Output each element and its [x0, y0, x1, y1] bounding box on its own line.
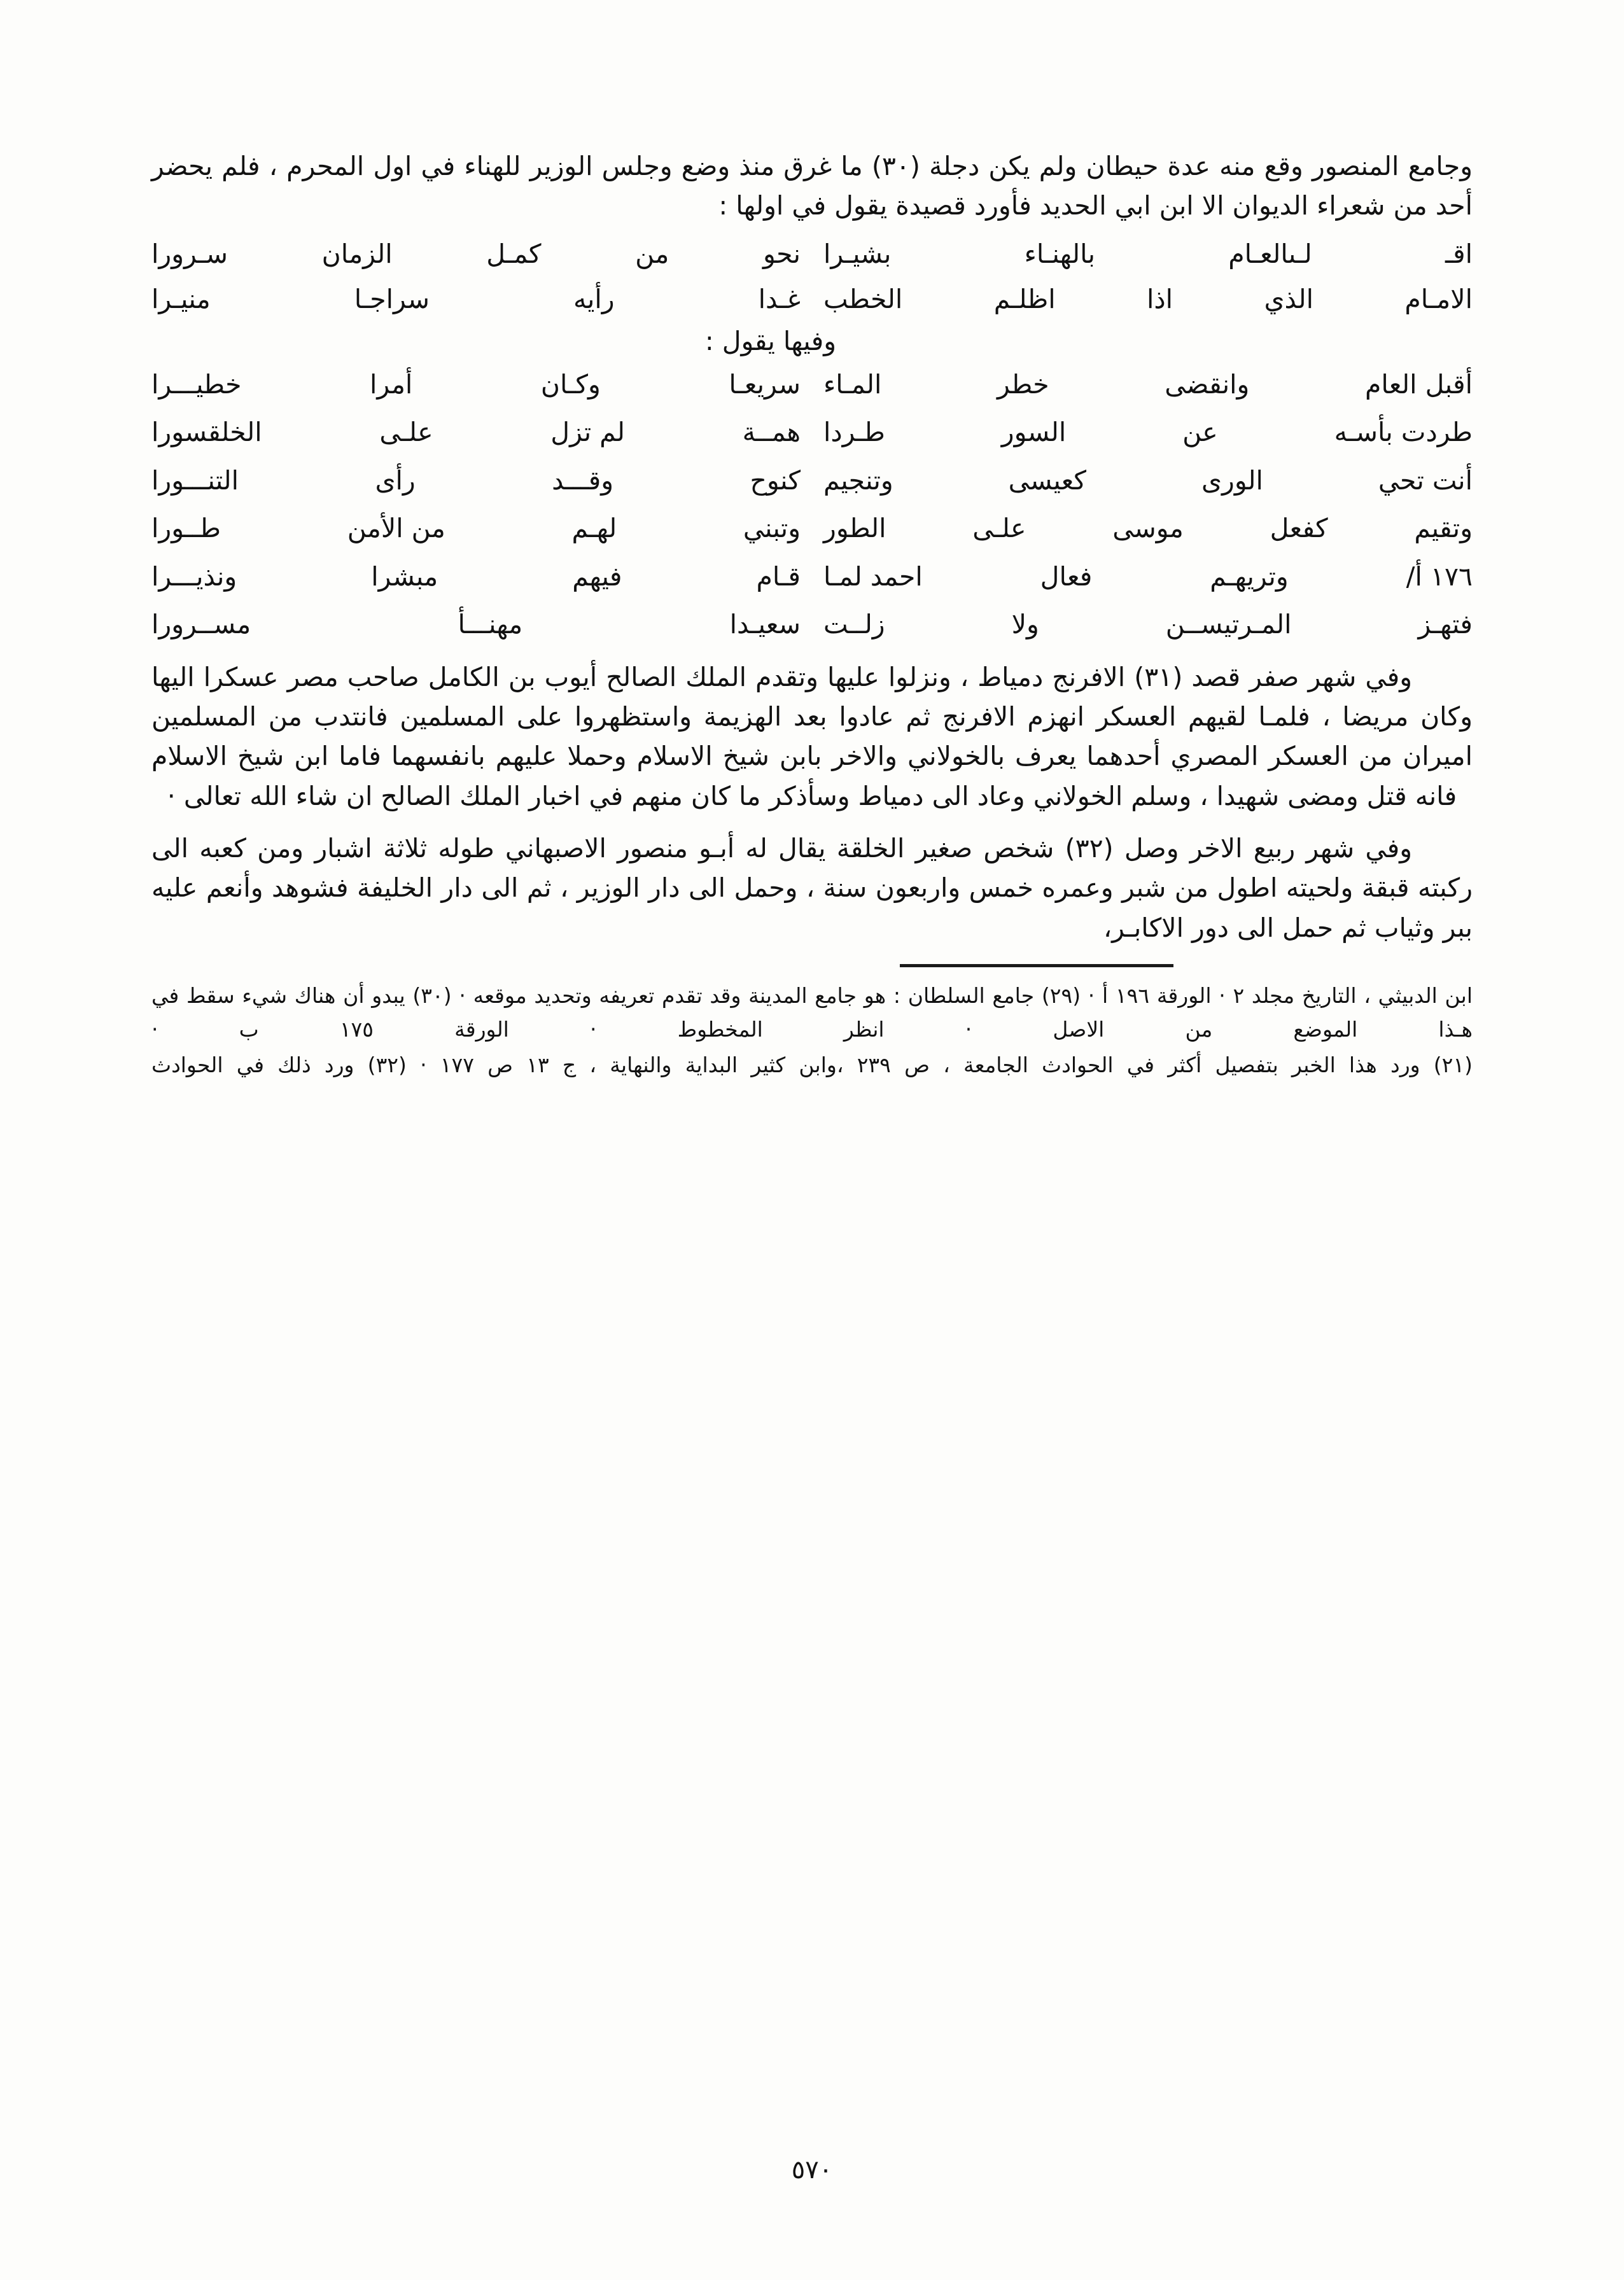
verse-word: سـرورا — [151, 238, 228, 269]
verse-word: لـىالعـام — [1228, 238, 1312, 269]
verse-word: كعيسى — [1008, 465, 1087, 496]
poem-section-label: وفيها يقول : — [704, 325, 837, 356]
verse-line — [151, 280, 1473, 319]
verse-word: رأيه — [573, 284, 615, 315]
hemistich-a — [812, 235, 1473, 274]
poem-second — [151, 365, 1473, 645]
verse-word: الامـام — [1404, 284, 1473, 315]
verse-word: وكـان — [540, 368, 601, 400]
verse-word: مســرورا — [151, 609, 251, 640]
verse-word: الطور — [823, 513, 886, 544]
verse-word: الخطب — [823, 284, 903, 315]
verse-word: من — [635, 238, 669, 269]
verse-word: سعيـدا — [729, 609, 801, 640]
verse-line — [151, 461, 1473, 501]
verse-word: همــة — [742, 417, 801, 448]
folio-marker: ١٧٦ أ/ — [1406, 561, 1473, 592]
footnotes-section — [151, 979, 1473, 1082]
hemistich-a — [812, 509, 1473, 549]
verse-word: كمـل — [486, 238, 542, 269]
verse-word: لم تزل — [550, 417, 625, 448]
verse-word: غـدا — [758, 284, 801, 315]
footnote-separator — [900, 964, 1173, 967]
verse-word: أمرا — [369, 368, 413, 400]
verse-word: ونذيـــرا — [151, 561, 237, 592]
verse-word: سريعـا — [729, 368, 801, 400]
verse-word: علـى — [379, 417, 433, 448]
page-content — [151, 146, 1473, 2204]
verse-word: مبشرا — [371, 561, 438, 592]
verse-word: المـاء — [823, 368, 882, 400]
verse-line — [151, 365, 1473, 405]
verse-word: لهـم — [571, 513, 617, 544]
verse-word: طردت بأسـه — [1334, 417, 1473, 448]
verse-word: وتنجيم — [823, 465, 893, 496]
verse-word: الخلقسورا — [151, 417, 262, 448]
verse-word: عن — [1182, 417, 1218, 448]
page-number: ٥٧٠ — [791, 2155, 833, 2185]
verse-word: وانقضى — [1165, 368, 1250, 400]
hemistich-a — [812, 557, 1473, 597]
verse-word: أنت تحي — [1378, 465, 1473, 496]
verse-word: منيـرا — [151, 284, 211, 315]
verse-word: فعال — [1040, 561, 1093, 592]
verse-word: وقـــد — [552, 465, 614, 496]
hemistich-b — [151, 461, 812, 501]
hemistich-a — [812, 461, 1473, 501]
verse-word: الزمان — [321, 238, 393, 269]
verse-word: وتريهـم — [1210, 561, 1289, 592]
verse-word: خطيـــرا — [151, 368, 242, 400]
verse-line — [151, 413, 1473, 452]
verse-line — [151, 557, 1473, 597]
paragraph-intro: وجامع المنصور وقع منه عدة حيطان ولم يكن دجلة (٣٠) ما غرق منذ وضع وجلس الوزير للهناء في اول المحرم ، فلم يحضر أحد من شعراء الديوان الا ابن ابي الحديد فأورد قصيدة يقول في اولها : — [151, 151, 1473, 221]
verse-line — [151, 605, 1473, 645]
verse-word: التنـــورا — [151, 465, 239, 496]
hemistich-a — [812, 280, 1473, 319]
verse-word: المـرتيســن — [1165, 609, 1292, 640]
verse-word: رأى — [375, 465, 416, 496]
verse-word: مهنـــأ — [458, 609, 523, 640]
footnote-item: ابن الدبيثي ، التاريخ مجلد ٢ · الورقة ١٩٦ أ · (٢٩) جامع السلطان : هو جامع المدينة وقد تقدم تعريفه وتحديد موقعه · (٣٠) يبدو أن هناك شيء سقط في هـذا الموضع من الاصل · انظر المخطوط · الورقة ١٧٥ ب · — [151, 983, 1473, 1042]
paragraph-abu-mansur: وفي شهر ربيع الاخر وصل (٣٢) شخص صغير الخلقة يقال له أبـو منصور الاصبهاني طوله ثلاثة اشبار ومن كعبه الى ركبته قبقة ولحيته اطول من شبر وعمره خمس واربعون سنة ، وحمل الى دار الوزير ، ثم الى دار الخليفة فشوهد وأنعم عليه ببر وثياب ثم حمل الى دور الاكابـر، — [151, 832, 1473, 943]
verse-word: الورى — [1201, 465, 1263, 496]
hemistich-b — [151, 413, 812, 452]
verse-word: السور — [1001, 417, 1067, 448]
verse-word: كفعل — [1270, 513, 1328, 544]
verse-word: طــورا — [151, 513, 221, 544]
hemistich-b — [151, 365, 812, 405]
verse-line — [151, 235, 1473, 274]
verse-word: فتهـز — [1418, 609, 1473, 640]
hemistich-b — [151, 557, 812, 597]
verse-word: وتبني — [743, 513, 801, 544]
verse-word: أقبل العام — [1365, 368, 1473, 400]
hemistich-b — [151, 280, 812, 319]
verse-word: خطر — [997, 368, 1049, 400]
verse-word: اظلـم — [993, 284, 1056, 315]
verse-word: زلــت — [823, 609, 885, 640]
hemistich-b — [151, 235, 812, 274]
hemistich-a — [812, 413, 1473, 452]
verse-word: وتقيم — [1414, 513, 1473, 544]
poem-first — [151, 235, 1473, 319]
verse-word: كنوح — [750, 465, 801, 496]
verse-word: طـردا — [823, 417, 885, 448]
verse-word: سراجـا — [354, 284, 430, 315]
verse-word: فيهم — [572, 561, 622, 592]
paragraph-dimyat: وفي شهر صفر قصد (٣١) الافرنج دمياط ، ونزلوا عليها وتقدم الملك الصالح أيوب بن الكامل صاحب مصر عسكرا اليها وكان مريضا ، فلمـا لقيهم العسكر انهزم الافرنج ثم عادوا بعد الهزيمة واستظهروا على المسلمين فانتدب من المسلمين اميران من العسكر المصري أحدهما يعرف بالخولاني والاخر بابن شيخ الاسلام وحملا عليهم بانفسهما فاما ابن شيخ الاسلام فانه قتل ومضى شهيدا ، وسلم الخولاني وعاد الى دمياط وسأذكر ما كان منهم في اخبار الملك الصالح ان شاء الله تعالى · — [151, 661, 1473, 811]
verse-word: موسى — [1112, 513, 1184, 544]
verse-word: نحو — [762, 238, 801, 269]
verse-word: علـى — [972, 513, 1026, 544]
verse-word: قـام — [756, 561, 801, 592]
hemistich-b — [151, 509, 812, 549]
hemistich-a — [812, 605, 1473, 645]
verse-word: بشيـرا — [823, 238, 892, 269]
verse-line — [151, 509, 1473, 549]
verse-word: اذا — [1147, 284, 1173, 315]
verse-word: اقـ — [1445, 238, 1473, 269]
verse-word: ولا — [1011, 609, 1039, 640]
verse-word: بالهنـاء — [1024, 238, 1096, 269]
verse-word: الذي — [1264, 284, 1313, 315]
footnote-item: (٢١) ورد هذا الخبر بتفصيل أكثر في الحوادث الجامعة ، ص ٢٣٩ ،وابن كثير البداية والنهاية ، ج ١٣ ص ١٧٧ · (٣٢) ورد ذلك في الحوادث — [151, 1052, 1473, 1077]
hemistich-a — [812, 365, 1473, 405]
verse-word: احمد لمـا — [823, 561, 923, 592]
hemistich-b — [151, 605, 812, 645]
verse-word: من الأمن — [347, 513, 445, 544]
